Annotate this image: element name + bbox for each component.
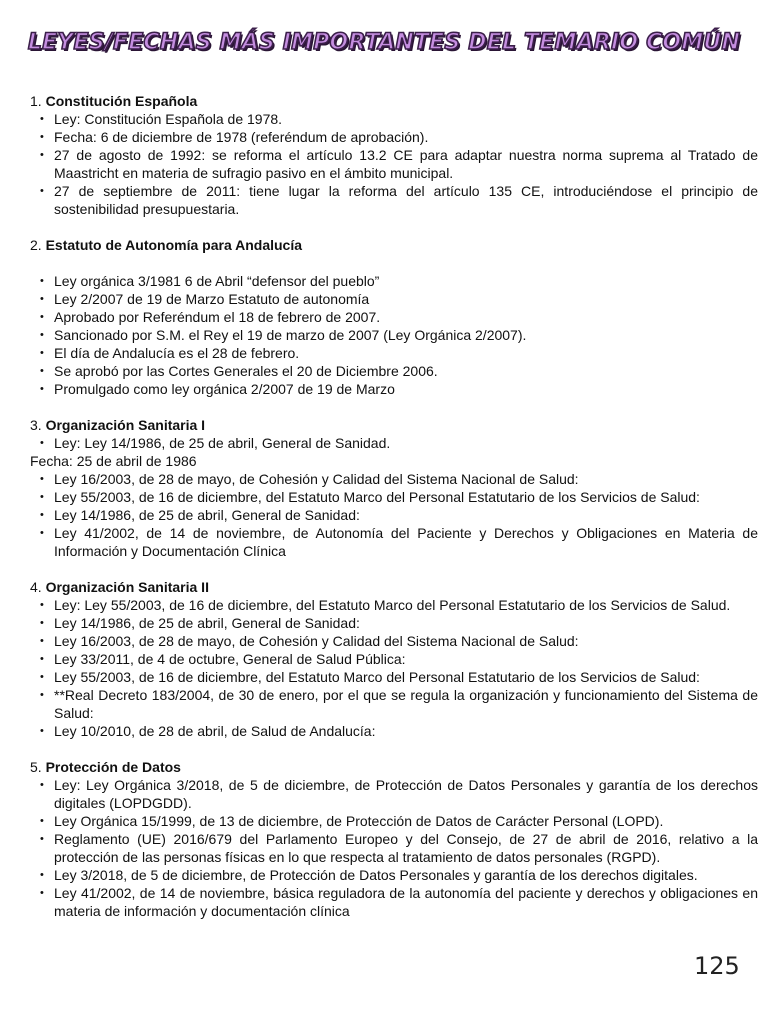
list-item-text: Ley 41/2002, de 14 de noviembre, básica reguladora de la autonomía del paciente y derechos y obligaciones en materia de información y documentación clínica — [54, 885, 758, 919]
bullet-icon: • — [40, 599, 44, 611]
list-item — [30, 632, 758, 650]
list-item — [30, 884, 758, 920]
section-heading — [30, 92, 758, 110]
section-heading — [30, 578, 758, 596]
list-item-text: Ley: Constitución Española de 1978. — [54, 111, 283, 127]
bullet-icon: • — [40, 131, 44, 143]
list-item — [30, 686, 758, 722]
section-number: 2. — [30, 237, 42, 253]
list-item-text: **Real Decreto 183/2004, de 30 de enero, por el que se regula la organización y funcionamiento del Sistema de Salud: — [54, 687, 758, 721]
section-number: 1. — [30, 93, 42, 109]
bullet-icon: • — [40, 509, 44, 521]
list-item — [30, 524, 758, 560]
list-item-text: Ley 3/2018, de 5 de diciembre, de Protección de Datos Personales y garantía de los derechos digitales. — [54, 867, 698, 883]
page-title: LEYES/FECHAS MÁS IMPORTANTES DEL TEMARIO COMÚN — [27, 30, 741, 55]
section-organizacion-sanitaria-2 — [30, 578, 758, 740]
list-item-text: Ley Orgánica 15/1999, de 13 de diciembre, de Protección de Datos de Carácter Personal (LOPD). — [54, 813, 664, 829]
bullet-icon: • — [40, 437, 44, 449]
section-heading — [30, 416, 758, 434]
bullet-icon: • — [40, 365, 44, 377]
list-item-text: Aprobado por Referéndum el 18 de febrero de 2007. — [54, 309, 381, 325]
list-item — [30, 146, 758, 182]
section-heading-text: Constitución Española — [45, 93, 198, 109]
section-estatuto-andalucia — [30, 236, 758, 398]
list-item-text: Ley 14/1986, de 25 de abril, General de Sanidad: — [54, 507, 360, 523]
section-heading — [30, 236, 758, 254]
list-item-text: Ley 16/2003, de 28 de mayo, de Cohesión y Calidad del Sistema Nacional de Salud: — [54, 633, 579, 649]
list-item-text: Ley 14/1986, de 25 de abril, General de Sanidad: — [54, 615, 360, 631]
list-item — [30, 722, 758, 740]
document-body — [30, 92, 758, 938]
list-item — [30, 110, 758, 128]
bullet-icon: • — [40, 635, 44, 647]
bullet-icon: • — [40, 833, 44, 845]
section-heading-text: Protección de Datos — [45, 759, 181, 775]
list-item — [30, 326, 758, 344]
list-item-text: Ley: Ley Orgánica 3/2018, de 5 de diciembre, de Protección de Datos Personales y garantía de los derechos digitales (LOPDGDD). — [54, 777, 758, 811]
list-item — [30, 128, 758, 146]
list-item — [30, 290, 758, 308]
list-item — [30, 380, 758, 398]
bullet-icon: • — [40, 779, 44, 791]
list-item-text: Se aprobó por las Cortes Generales el 20 de Diciembre 2006. — [54, 363, 438, 379]
bullet-list — [30, 596, 758, 740]
list-item-text: Ley 33/2011, de 4 de octubre, General de Salud Pública: — [54, 651, 406, 667]
list-item — [30, 650, 758, 668]
list-item — [30, 614, 758, 632]
bullet-icon: • — [40, 275, 44, 287]
list-item — [30, 596, 758, 614]
section-number: 4. — [30, 579, 42, 595]
list-item-text: Ley: Ley 14/1986, de 25 de abril, General de Sanidad. — [54, 435, 391, 451]
bullet-icon: • — [40, 473, 44, 485]
list-item — [30, 812, 758, 830]
list-item-text: 27 de septiembre de 2011: tiene lugar la reforma del artículo 135 CE, introduciéndose el principio de sostenibilidad presupuestaria. — [54, 183, 758, 217]
section-heading — [30, 758, 758, 776]
bullet-icon: • — [40, 869, 44, 881]
bullet-list — [30, 110, 758, 218]
list-item-text: Promulgado como ley orgánica 2/2007 de 19 de Marzo — [54, 381, 395, 397]
list-item — [30, 470, 758, 488]
list-item — [30, 344, 758, 362]
list-item-text: Ley 41/2002, de 14 de noviembre, de Autonomía del Paciente y Derechos y Obligaciones en Materia de Información y Documentación Clínica — [54, 525, 758, 559]
bullet-icon: • — [40, 293, 44, 305]
list-item — [30, 506, 758, 524]
bullet-icon: • — [40, 149, 44, 161]
list-item-text: 27 de agosto de 1992: se reforma el artículo 13.2 CE para adaptar nuestra norma suprema al Tratado de Maastricht en materia de sufragio pasivo en el ámbito municipal. — [54, 147, 758, 181]
section-proteccion-datos — [30, 758, 758, 920]
bullet-icon: • — [40, 815, 44, 827]
date-line: Fecha: 25 de abril de 1986 — [30, 453, 197, 469]
bullet-list — [30, 434, 758, 452]
bullet-icon: • — [40, 311, 44, 323]
bullet-list — [30, 272, 758, 398]
list-item — [30, 776, 758, 812]
bullet-icon: • — [40, 113, 44, 125]
bullet-icon: • — [40, 383, 44, 395]
bullet-icon: • — [40, 491, 44, 503]
section-heading-text: Organización Sanitaria I — [45, 417, 206, 433]
page-number: 125 — [694, 952, 740, 980]
bullet-list — [30, 470, 758, 560]
bullet-icon: • — [40, 653, 44, 665]
bullet-icon: • — [40, 329, 44, 341]
list-item-text: Ley 2/2007 de 19 de Marzo Estatuto de autonomía — [54, 291, 370, 307]
section-organizacion-sanitaria-1 — [30, 416, 758, 560]
section-number: 5. — [30, 759, 42, 775]
list-item-text: Ley 55/2003, de 16 de diciembre, del Estatuto Marco del Personal Estatutario de los Servicios de Salud: — [54, 669, 700, 685]
bullet-icon: • — [40, 185, 44, 197]
spacer — [30, 254, 758, 272]
bullet-icon: • — [40, 671, 44, 683]
bullet-icon: • — [40, 887, 44, 899]
list-item-text: El día de Andalucía es el 28 de febrero. — [54, 345, 300, 361]
list-item — [30, 272, 758, 290]
list-item — [30, 866, 758, 884]
list-item-text: Ley 16/2003, de 28 de mayo, de Cohesión y Calidad del Sistema Nacional de Salud: — [54, 471, 579, 487]
list-item — [30, 362, 758, 380]
section-number: 3. — [30, 417, 42, 433]
list-item-text: Ley orgánica 3/1981 6 de Abril “defensor del pueblo” — [54, 273, 380, 289]
bullet-icon: • — [40, 617, 44, 629]
bullet-icon: • — [40, 725, 44, 737]
list-item-text: Ley: Ley 55/2003, de 16 de diciembre, del Estatuto Marco del Personal Estatutario de los Servicios de Salud. — [54, 597, 731, 613]
list-item-text: Reglamento (UE) 2016/679 del Parlamento Europeo y del Consejo, de 27 de abril de 2016, relativo a la protección de las personas físicas en lo que respecta al tratamiento de datos personales (RGPD). — [54, 831, 758, 865]
list-item — [30, 308, 758, 326]
bullet-icon: • — [40, 527, 44, 539]
list-item — [30, 830, 758, 866]
bullet-icon: • — [40, 689, 44, 701]
list-item-text: Fecha: 6 de diciembre de 1978 (referéndum de aprobación). — [54, 129, 429, 145]
list-item — [30, 182, 758, 218]
list-item-text: Ley 55/2003, de 16 de diciembre, del Estatuto Marco del Personal Estatutario de los Servicios de Salud: — [54, 489, 700, 505]
list-item — [30, 434, 758, 452]
list-item — [30, 668, 758, 686]
section-heading-text: Estatuto de Autonomía para Andalucía — [45, 237, 303, 253]
list-item — [30, 488, 758, 506]
bullet-list — [30, 776, 758, 920]
bullet-icon: • — [40, 347, 44, 359]
section-heading-text: Organización Sanitaria II — [45, 579, 209, 595]
list-item-text: Ley 10/2010, de 28 de abril, de Salud de Andalucía: — [54, 723, 376, 739]
list-item-text: Sancionado por S.M. el Rey el 19 de marzo de 2007 (Ley Orgánica 2/2007). — [54, 327, 527, 343]
section-constitucion — [30, 92, 758, 218]
